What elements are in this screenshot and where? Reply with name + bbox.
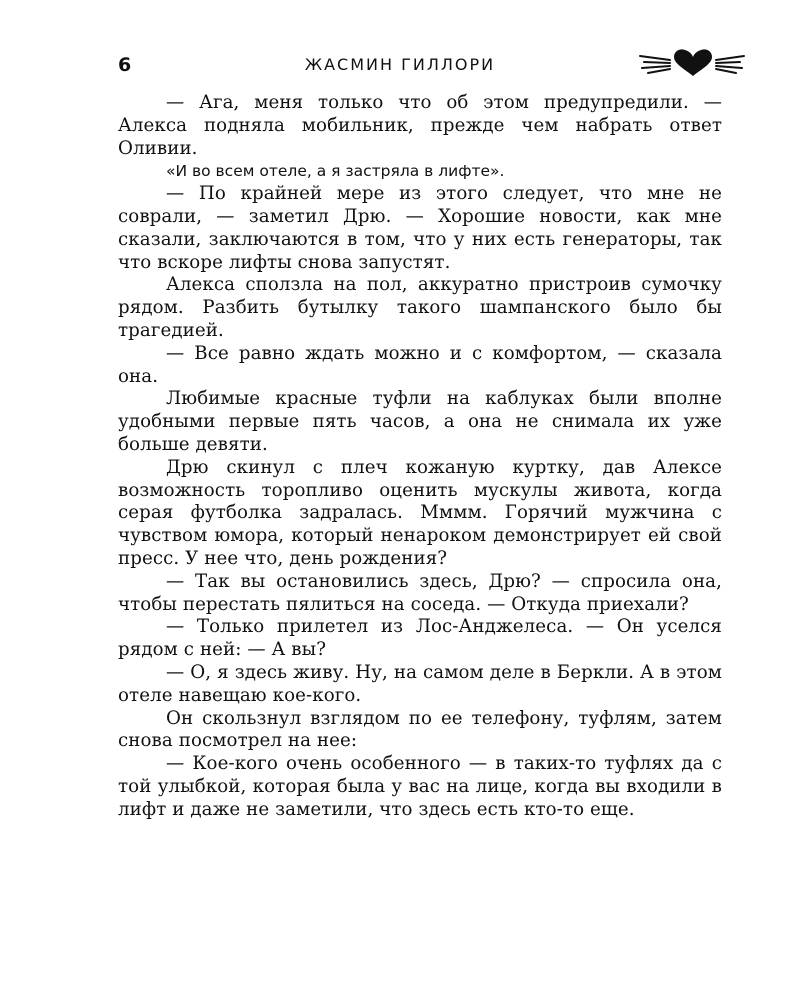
paragraph: — Все равно ждать можно и с комфортом, — сказала она. bbox=[118, 342, 722, 387]
paragraph: — Кое-кого очень особенного — в таких-то туфлях да с той улыбкой, которая была у вас на лице, когда вы входили в лифт и даже не заметили, что здесь есть кто-то еще. bbox=[118, 753, 722, 820]
body-text bbox=[118, 92, 722, 822]
paragraph: — По крайней мере из этого следует, что мне не соврали, — заметил Дрю. — Хорошие новости, как мне сказали, заключаются в том, что у них есть генераторы, так что вскоре лифты снова запустят. bbox=[118, 183, 722, 273]
running-title: ЖАСМИН ГИЛЛОРИ bbox=[304, 55, 496, 74]
text-message-paragraph: «И во всем отеле, а я застряла в лифте». bbox=[166, 162, 505, 181]
paragraph: — О, я здесь живу. Ну, на самом деле в Беркли. А в этом отеле навещаю кое-кого. bbox=[118, 661, 722, 706]
paragraph: — Так вы остановились здесь, Дрю? — спросила она, чтобы перестать пялиться на соседа. — Откуда приехали? bbox=[118, 570, 722, 615]
page-header bbox=[0, 48, 800, 88]
paragraph: — Только прилетел из Лос-Анджелеса. — Он уселся рядом с ней: — А вы? bbox=[118, 616, 722, 661]
paragraph: Алекса сползла на пол, аккуратно пристроив сумочку рядом. Разбить бутылку такого шампанского было бы трагедией. bbox=[118, 274, 722, 341]
paragraph: Любимые красные туфли на каблуках были вполне удобными первые пять часов, а она не снимала их уже больше девяти. bbox=[118, 388, 722, 455]
paragraph: Дрю скинул с плеч кожаную куртку, дав Алексе возможность торопливо оценить мускулы живота, когда серая футболка задралась. Мммм. Горячий мужчина с чувством юмора, который ненароком демонстрирует ей свой пресс. У нее что, день рождения? bbox=[118, 456, 722, 569]
page-number: 6 bbox=[118, 54, 132, 76]
paragraph: — Ага, меня только что об этом предупредили. — Алекса подняла мобильник, прежде чем набрать ответ Оливии. bbox=[118, 92, 722, 159]
paragraph: Он скользнул взглядом по ее телефону, туфлям, затем снова посмотрел на нее: bbox=[118, 707, 722, 752]
heart-with-wings-icon bbox=[636, 48, 748, 78]
